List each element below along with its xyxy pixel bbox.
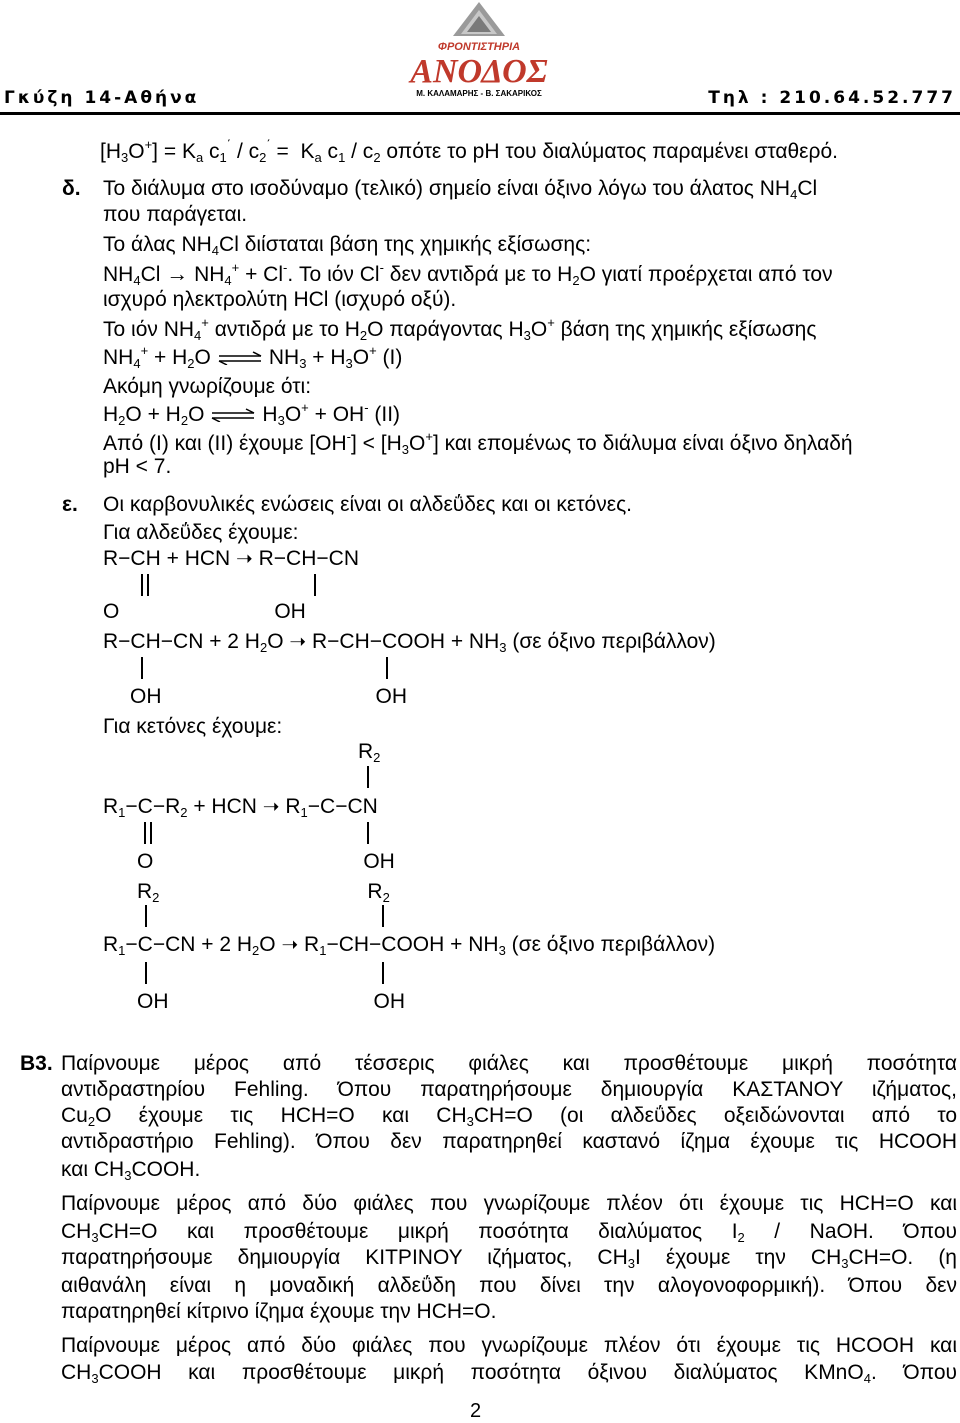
b3-p3-line2: $CH_3COOH$ και προσθέτουμε μικρή ποσότητα όξινου διαλύματος KMnO$_4$. Όπου: [61, 1361, 957, 1386]
conclusion-line: Από (I) και (II) έχουμε $[OH^-] < [H_3O^+]$ και επομένως το διάλυμα είναι όξινο δηλαδή: [103, 429, 853, 457]
single-bond-mark: [314, 574, 316, 596]
aldehyde-hydrolysis: R−CH−CN + 2 $H_2O$ ➝ R−CH−COOH + $NH_3$ (σε όξινο περιβάλλον): [103, 630, 716, 655]
we-know-line: Ακόμη γνωρίζουμε ότι:: [103, 375, 312, 398]
logo-big-text: ΑΝΟΔΟΣ: [410, 53, 548, 90]
b3-p1-line3: $Cu_2O$ έχουμε τις HCH=O και $CH_3CH=O$ (οι αλδεΰδες οξειδώνονται από το: [61, 1104, 958, 1129]
section-e-label: ε.: [62, 493, 78, 516]
ketone-hydrolysis: $R_1-C-CN + 2$ $H_2O$ ➝ $R_1-CH-COOH + NH_3$ (σε όξινο περιβάλλον): [103, 933, 716, 958]
double-bond-mark: [150, 822, 152, 844]
double-bond-mark: [141, 574, 143, 596]
salt-line: Το άλας $NH_4Cl$ διίσταται βάση της χημικής εξίσωσης:: [103, 233, 592, 258]
equation-II: $H_2O + H_2O$ $H_3O^+ + OH^-$ (II): [103, 400, 401, 428]
single-bond-mark: [386, 657, 388, 679]
b3-p1-line4: αντιδραστήριο Fehling). Όπου δεν παρατηρηθεί καστανό ίζημα έχουμε τις HCOOH: [61, 1130, 957, 1153]
ketones-heading: Για κετόνες έχουμε:: [103, 715, 283, 738]
logo-names: Μ. ΚΑΛΑΜΑΡΗΣ - Β. ΣΑΚΑΡΙΚΟΣ: [416, 89, 542, 98]
anodos-logo: [393, 0, 565, 104]
ph-constant-line: $[H_3O^+] = K_a$ $c_1^΄ / c_2^΄ = K_a$ $c_1 / c_2$ οπότε το pH του διαλύματος παραμένει σταθερό.: [100, 137, 839, 165]
strong-electrolyte-line: ισχυρό ηλεκτρολύτη HCl (ισχυρό οξύ).: [103, 288, 457, 311]
section-d-label: δ.: [62, 177, 81, 200]
b3-p1-line5: και $CH_3COOH$.: [61, 1158, 201, 1183]
b3-p2-line3: παρατηρήσουμε δημιουργία ΚΙΤΡΙΝΟΥ ιζήματος, $CH_3I$ έχουμε την $CH_3CH=O$. (η: [61, 1246, 957, 1271]
double-bond-mark: [144, 822, 146, 844]
b3-p2-line2: $CH_3CH=O$ και προσθέτουμε μικρή ποσότητα διαλύματος $I_2$ / NaOH. Όπου: [61, 1220, 957, 1245]
single-bond-mark: [382, 905, 384, 927]
produced-line: που παράγεται.: [103, 203, 248, 226]
ketone-substituents: O OH: [137, 850, 395, 873]
hydrolysis-substituents: OH OH: [130, 685, 407, 708]
ketone-hcn-reaction: $R_1-C-R_2$ + HCN ➝ $R_1-C-CN$: [103, 795, 378, 820]
dissociation-line: $NH_4Cl \to NH_4^+ + Cl^-$. Το ιόν Cl- δεν αντιδρά με το $H_2O$ γιατί προέρχεται από τον: [103, 260, 833, 288]
single-bond-mark: [145, 905, 147, 927]
logo-small-text: ΦΡΟΝΤΙΣΤΗΡΙΑ: [437, 41, 521, 53]
ammonium-reacts-line: Το ιόν $NH_4^+$ αντιδρά με το $H_2O$ παράγοντας $H_3O^+$ βάση της χημικής εξίσωσης: [103, 315, 817, 343]
ketone-r2-row: $R_2$ $R_2$: [137, 880, 390, 905]
single-bond-mark: [382, 962, 384, 984]
header-address: Γκύζη 14-Αθήνα: [4, 88, 200, 108]
single-bond-mark: [145, 962, 147, 984]
b3-p1-line1: Παίρνουμε μέρος από τέσσερις φιάλες και προσθέτουμε μικρή ποσότητα: [61, 1052, 957, 1075]
b3-p2-line4: αιθανάλη είναι η μοναδική αλδεΰδη που δίνει την αλογονοφορμική). Όπου δεν: [61, 1274, 957, 1297]
aldehydes-heading: Για αλδεΰδες έχουμε:: [103, 521, 299, 544]
page-number: 2: [470, 1400, 482, 1422]
b3-p3-line1: Παίρνουμε μέρος από δύο φιάλες που γνωρίζουμε πλέον ότι έχουμε τις HCOOH και: [61, 1334, 957, 1357]
single-bond-mark: [367, 766, 369, 788]
equation-I: $NH_4^+ + H_2O$ $NH_3 + H_3O^+$ (I): [103, 343, 403, 371]
b3-label: Β3.: [20, 1052, 53, 1075]
ketone-r2-top: $R_2$: [358, 740, 381, 765]
b3-p1-line2: αντιδραστηρίου Fehling. Όπου παρατηρήσουμε δημιουργία ΚΑΣΤΑΝΟΥ ιζήματος,: [61, 1078, 957, 1101]
aldehyde-substituents: O OH: [103, 600, 306, 623]
ketone-hydrolysis-substituents: OH OH: [137, 990, 405, 1013]
equilibrium-arrow-icon: [217, 351, 263, 365]
header-divider: [0, 112, 960, 115]
b3-p2-line5: παρατηρηθεί κίτρινο ίζημα έχουμε την HCH=O.: [61, 1300, 497, 1323]
carbonyl-line: Οι καρβονυλικές ενώσεις είναι οι αλδεΰδες και οι κετόνες.: [103, 493, 633, 516]
double-bond-mark: [147, 574, 149, 596]
equivalence-line: Το διάλυμα στο ισοδύναμο (τελικό) σημείο είναι όξινο λόγω του άλατος $NH_4Cl$: [103, 177, 818, 202]
ph-line: pH < 7.: [103, 455, 172, 478]
single-bond-mark: [367, 822, 369, 844]
b3-p2-line1: Παίρνουμε μέρος από δύο φιάλες που γνωρίζουμε πλέον ότι έχουμε τις HCH=O και: [61, 1192, 957, 1215]
header-phone: Τηλ : 210.64.52.777: [708, 88, 956, 108]
single-bond-mark: [141, 657, 143, 679]
aldehyde-hcn-reaction: R−CH + HCN ➝ R−CH−CN: [103, 547, 359, 570]
equilibrium-arrow-icon: [210, 408, 256, 422]
